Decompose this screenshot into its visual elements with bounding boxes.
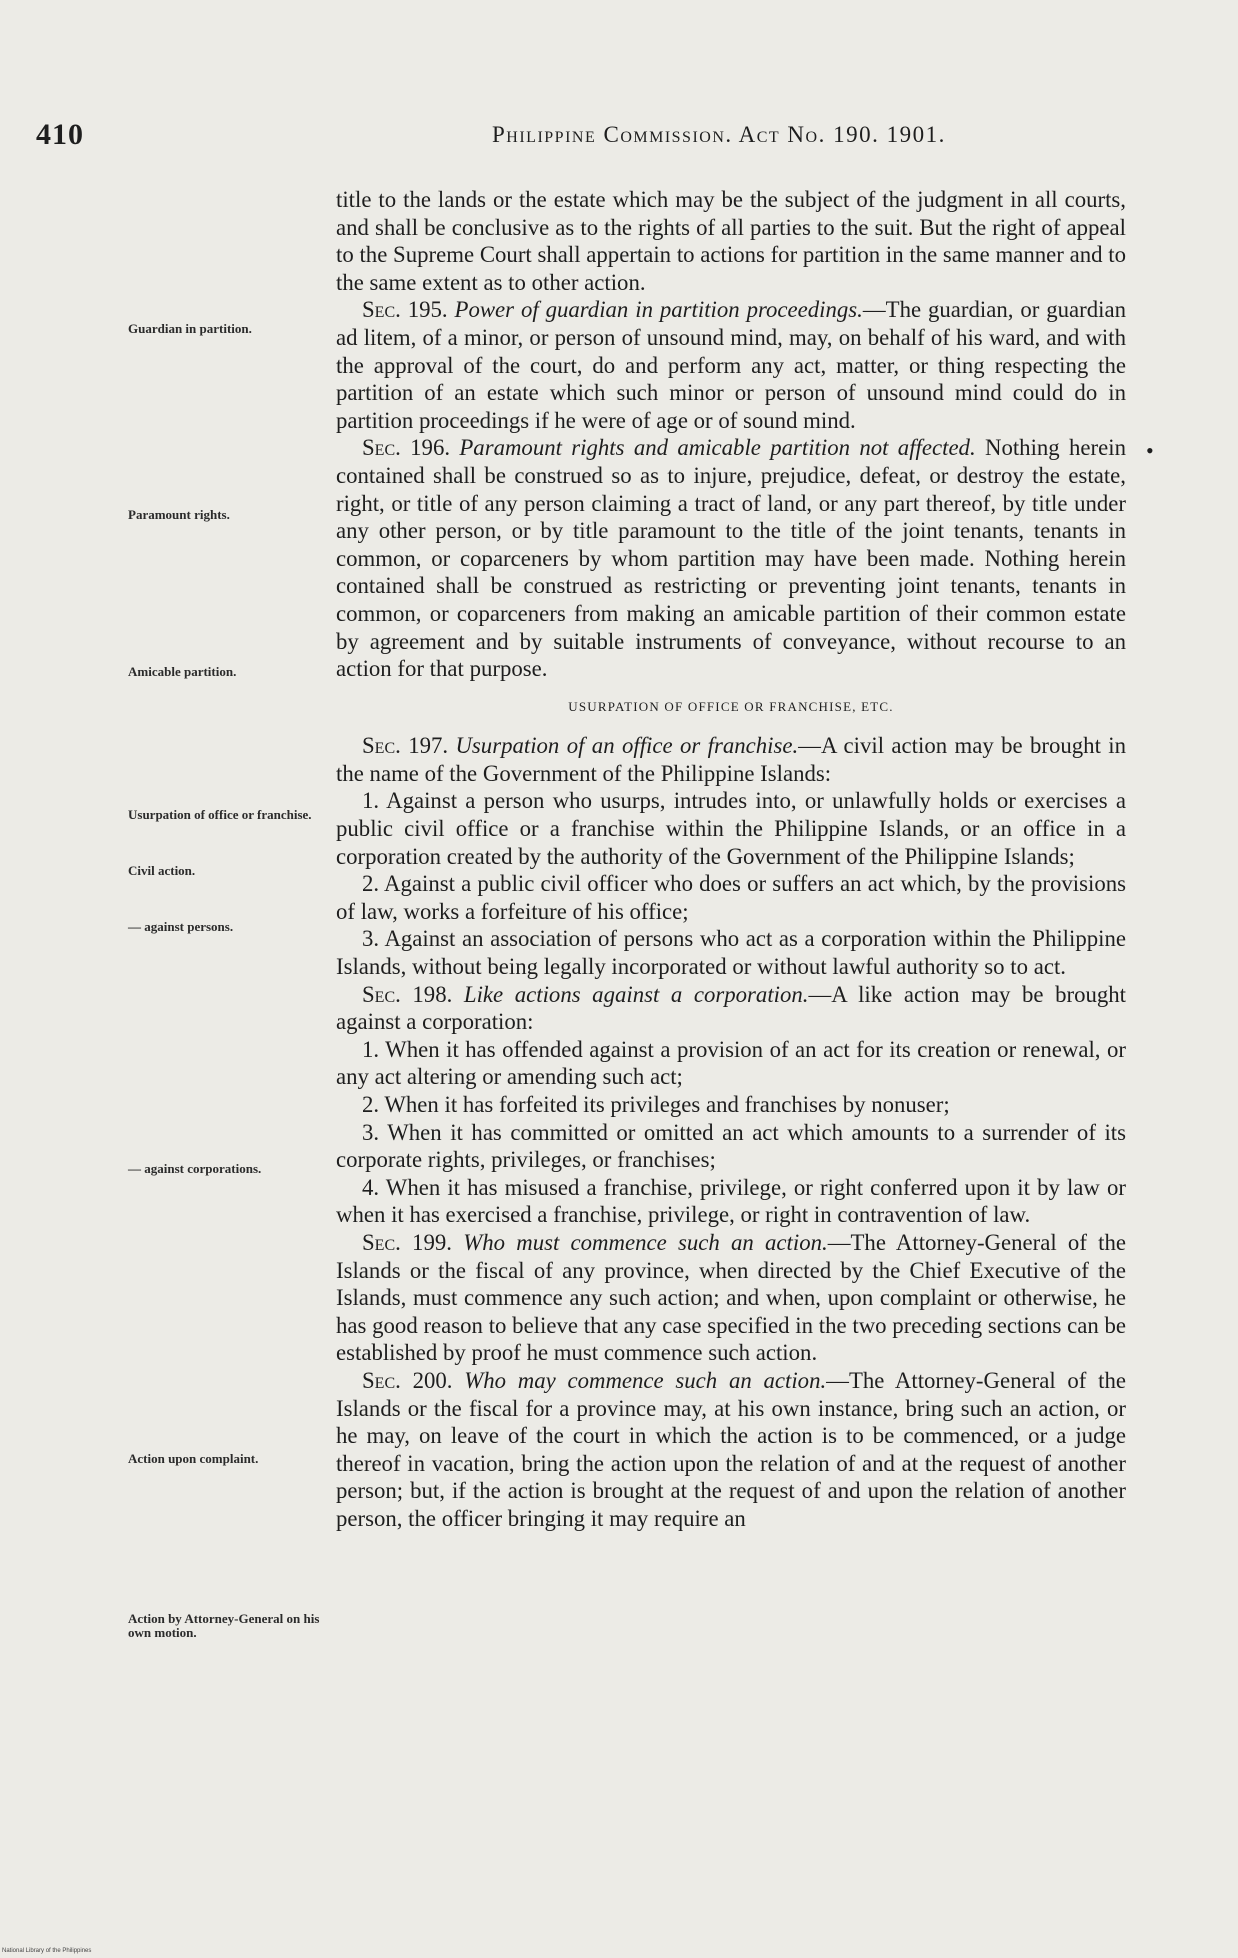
section-text: —A like action may be brought against a corporation:	[336, 981, 1126, 1035]
stray-mark: •	[1146, 438, 1154, 463]
section-heading: Who may commence such an action.	[464, 1367, 827, 1393]
running-head: Philippine Commission. Act No. 190. 1901.	[492, 122, 946, 147]
section-heading: Like actions against a corporation.	[463, 981, 809, 1007]
page-header	[32, 118, 1172, 158]
section-number: Sec. 198.	[362, 981, 453, 1007]
list-item: 2. Against a public civil officer who does or suffers an act which, by the provisions of law, works a forfeiture of his office;	[336, 871, 1126, 924]
margin-note: Usurpation of office or franchise.	[128, 807, 312, 822]
margin-note: Guardian in partition.	[128, 321, 252, 336]
list-item: 4. When it has misused a franchise, privilege, or right conferred upon it by law or when it has exercised a franchise, privilege, or right in contravention of law.	[336, 1174, 1126, 1228]
section-text: —A civil action may be brought in the name of the Government of the Philippine Islands:	[336, 733, 1126, 786]
section-text: —The Attorney-General of the Islands or the fiscal of any province, when directed by the Chief Executive of the Islands, must commence any such action; and when, upon complaint or otherwise, he has good reason to believe that any case specified in the two preceding sections can be established by proof he must commence such action.	[336, 1229, 1126, 1366]
section-text: Nothing herein contained shall be construed so as to injure, prejudice, defeat, or destroy the estate, right, or title of any person claiming a tract of land, or any part thereof, by title under any other person, or by title paramount to the title of the joint tenants, tenants in common, or coparceners by whom partition may have been made. Nothing herein contained shall be construed as restricting or preventing joint tenants, tenants in common, or coparceners from making an amicable partition of their common estate by agreement and by suitable instruments of conveyance, without recourse to an action for that purpose.	[336, 435, 1126, 682]
body-text	[336, 186, 1126, 1533]
list-item: 1. When it has offended against a provision of an act for its creation or renewal, or any act altering or amending such act;	[336, 1036, 1126, 1090]
list-item: 3. When it has committed or omitted an act which amounts to a surrender of its corporate rights, privileges, or franchises;	[336, 1119, 1126, 1173]
section-heading: Usurpation of an office or franchise.	[455, 733, 799, 759]
margin-note: — against corporations.	[128, 1161, 262, 1176]
section-text: —The guardian, or guardian ad litem, of a minor, or person of unsound mind, may, on behalf of his ward, and with the approval of the court, do and perform any act, matter, or thing respecting the partition of an estate which such minor or person of unsound mind could do in partition proceedings if he were of age or of sound mind.	[336, 297, 1127, 433]
section-number: Sec. 200.	[362, 1367, 453, 1393]
margin-note: — against persons.	[128, 919, 234, 934]
margin-note: Civil action.	[128, 863, 196, 878]
section-number: Sec. 195.	[362, 297, 448, 323]
margin-note: Action upon complaint.	[128, 1451, 259, 1466]
page-number: 410	[36, 118, 84, 151]
continued-paragraph: title to the lands or the estate which may be the subject of the judgment in all courts, and shall be conclusive as to the rights of all parties to the suit. But the right of appeal to the Supreme Court shall appertain to actions for partition in the same manner and to the same extent as to other action.	[336, 187, 1126, 295]
section-heading: Who must commence such an action.	[463, 1229, 828, 1255]
margin-note: Paramount rights.	[128, 507, 230, 522]
section-195	[336, 296, 1126, 434]
chapter-heading: USURPATION OF OFFICE OR FRANCHISE, ETC.	[568, 698, 894, 714]
list-item: 1. Against a person who usurps, intrudes into, or unlawfully holds or exercises a public civil office or a franchise within the Philippine Islands, or an office in a corporation created by the authority of the Government of the Philippine Islands;	[336, 788, 1126, 869]
section-number: Sec. 196.	[362, 435, 451, 461]
section-heading: Paramount rights and amicable partition not affected.	[459, 435, 976, 461]
section-197	[336, 732, 1126, 787]
section-196	[336, 434, 1126, 682]
section-number: Sec. 199.	[362, 1229, 452, 1255]
margin-note: Action by Attorney-General on his own motion.	[128, 1611, 320, 1640]
section-200	[336, 1367, 1126, 1533]
section-199	[336, 1229, 1126, 1367]
section-198	[336, 981, 1126, 1036]
section-heading: Power of guardian in partition proceedings.	[454, 297, 863, 323]
list-item: 3. Against an association of persons who act as a corporation within the Philippine Islands, without being legally incorporated or without lawful authority so to act.	[336, 926, 1126, 980]
list-item: 2. When it has forfeited its privileges and franchises by nonuser;	[362, 1092, 950, 1117]
section-text: —The Attorney-General of the Islands or the fiscal for a province may, at his own instance, bring such an action, or he may, on leave of the court in which the action is to be commenced, or a judge thereof in vacation, bring the action upon the relation of and at the request of another person; but, if the action is brought at the request of and upon the relation of another person, the officer bringing it may require an	[336, 1367, 1126, 1531]
footer-credit: National Library of the Philippines	[2, 1948, 92, 1954]
margin-note: Amicable partition.	[128, 664, 237, 679]
section-number: Sec. 197.	[362, 733, 449, 759]
